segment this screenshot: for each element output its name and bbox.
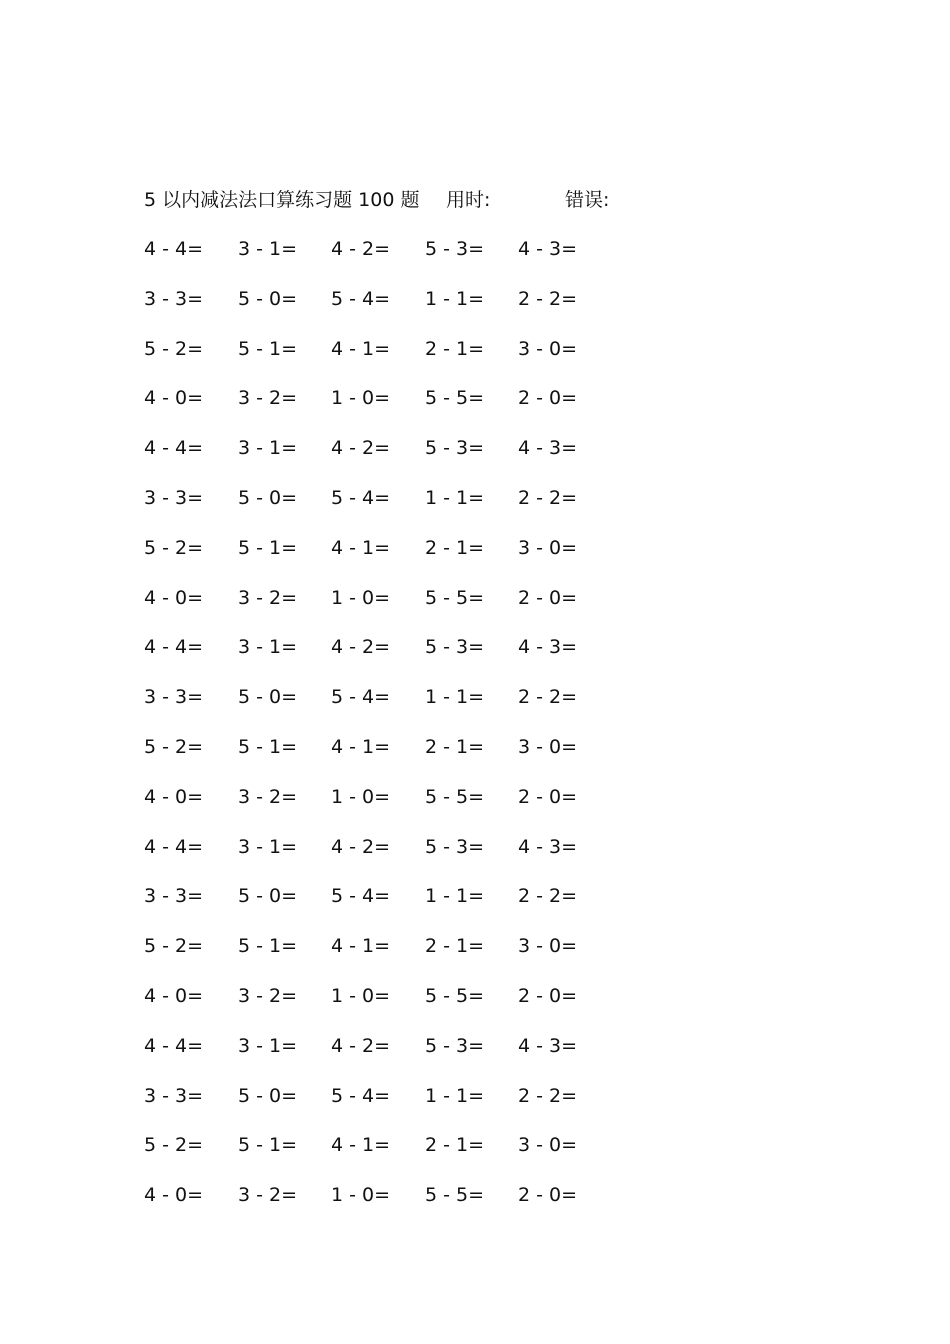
problem-item: 5 - 0= [238,885,298,908]
problem-item: 5 - 5= [425,984,485,1007]
problem-item: 2 - 2= [518,885,578,908]
problem-item: 1 - 0= [331,387,391,410]
problem-item: 5 - 0= [238,486,298,509]
problem-item: 3 - 1= [238,1034,298,1057]
problem-item: 4 - 0= [144,984,204,1007]
problem-item: 3 - 3= [144,686,204,709]
problem-item: 3 - 0= [518,735,578,758]
problem-item: 1 - 1= [425,287,485,310]
problem-row [144,883,664,933]
problem-item: 2 - 2= [518,287,578,310]
problem-row [144,933,664,983]
problem-item: 1 - 0= [331,785,391,808]
problem-item: 1 - 0= [331,586,391,609]
problem-item: 1 - 1= [425,1084,485,1107]
problem-item: 5 - 2= [144,337,204,360]
problem-item: 5 - 1= [238,1134,298,1157]
problem-item: 5 - 2= [144,1134,204,1157]
problem-item: 3 - 0= [518,1134,578,1157]
problem-item: 3 - 3= [144,1084,204,1107]
problem-row [144,336,664,386]
problem-item: 5 - 4= [331,1084,391,1107]
problem-item: 4 - 2= [331,1034,391,1057]
problem-item: 3 - 1= [238,238,298,260]
problem-grid [144,236,664,1232]
problem-item: 4 - 0= [144,387,204,410]
problem-item: 4 - 4= [144,835,204,858]
problem-item: 4 - 2= [331,636,391,659]
problem-row [144,286,664,336]
problem-item: 1 - 1= [425,885,485,908]
problem-item: 5 - 4= [331,885,391,908]
problem-row [144,385,664,435]
problem-item: 3 - 2= [238,1184,298,1207]
problem-item: 2 - 0= [518,785,578,808]
problem-item: 5 - 2= [144,935,204,958]
problem-item: 1 - 0= [331,1184,391,1207]
problem-item: 3 - 1= [238,835,298,858]
problem-item: 4 - 0= [144,586,204,609]
problem-item: 4 - 3= [518,636,578,659]
problem-item: 3 - 2= [238,785,298,808]
problem-item: 2 - 1= [425,1134,485,1157]
problem-item: 4 - 4= [144,636,204,659]
problem-item: 4 - 1= [331,1134,391,1157]
problem-item: 4 - 2= [331,238,391,260]
problem-item: 1 - 1= [425,686,485,709]
problem-row [144,734,664,784]
problem-item: 2 - 1= [425,735,485,758]
problem-item: 5 - 5= [425,387,485,410]
problem-item: 3 - 1= [238,437,298,460]
problem-item: 5 - 3= [425,835,485,858]
problem-item: 3 - 2= [238,586,298,609]
problem-item: 1 - 0= [331,984,391,1007]
problem-item: 2 - 0= [518,984,578,1007]
problem-row [144,1083,664,1133]
problem-item: 4 - 4= [144,437,204,460]
problem-item: 5 - 4= [331,287,391,310]
problem-item: 5 - 1= [238,935,298,958]
problem-item: 2 - 1= [425,935,485,958]
problem-item: 5 - 2= [144,735,204,758]
problem-row [144,435,664,485]
problem-item: 5 - 5= [425,785,485,808]
problem-item: 5 - 4= [331,686,391,709]
problem-item: 4 - 4= [144,1034,204,1057]
problem-item: 3 - 3= [144,287,204,310]
problem-item: 4 - 0= [144,785,204,808]
problem-item: 5 - 3= [425,437,485,460]
problem-row [144,634,664,684]
worksheet-header [144,186,844,214]
problem-item: 5 - 3= [425,238,485,260]
problem-item: 2 - 0= [518,387,578,410]
problem-item: 3 - 0= [518,337,578,360]
problem-item: 5 - 1= [238,536,298,559]
problem-item: 4 - 2= [331,437,391,460]
problem-item: 4 - 2= [331,835,391,858]
problem-item: 4 - 3= [518,238,578,260]
problem-item: 4 - 3= [518,437,578,460]
problem-item: 4 - 4= [144,238,204,260]
problem-item: 2 - 2= [518,486,578,509]
problem-item: 5 - 4= [331,486,391,509]
problem-item: 4 - 3= [518,1034,578,1057]
problem-item: 2 - 0= [518,586,578,609]
problem-item: 3 - 3= [144,486,204,509]
problem-item: 5 - 5= [425,1184,485,1207]
problem-item: 1 - 1= [425,486,485,509]
problem-item: 4 - 1= [331,935,391,958]
problem-item: 5 - 0= [238,686,298,709]
problem-item: 4 - 3= [518,835,578,858]
problem-item: 5 - 2= [144,536,204,559]
problem-item: 5 - 1= [238,337,298,360]
problem-row [144,1033,664,1083]
time-label: 用时: [446,189,491,211]
problem-item: 3 - 3= [144,885,204,908]
problem-item: 2 - 0= [518,1184,578,1207]
problem-item: 3 - 0= [518,536,578,559]
problem-item: 4 - 1= [331,536,391,559]
problem-item: 3 - 1= [238,636,298,659]
problem-item: 3 - 2= [238,387,298,410]
errors-label: 错误: [565,189,610,211]
problem-row [144,1132,664,1182]
problem-row [144,983,664,1033]
problem-item: 5 - 0= [238,1084,298,1107]
problem-item: 5 - 3= [425,1034,485,1057]
problem-item: 5 - 0= [238,287,298,310]
problem-row [144,834,664,884]
problem-row [144,236,664,286]
problem-item: 2 - 1= [425,536,485,559]
problem-item: 3 - 0= [518,935,578,958]
problem-item: 2 - 1= [425,337,485,360]
problem-item: 5 - 1= [238,735,298,758]
problem-row [144,485,664,535]
problem-item: 5 - 3= [425,636,485,659]
problem-item: 3 - 2= [238,984,298,1007]
problem-row [144,1182,664,1232]
problem-item: 2 - 2= [518,686,578,709]
problem-row [144,585,664,635]
problem-item: 5 - 5= [425,586,485,609]
problem-row [144,784,664,834]
problem-row [144,535,664,585]
problem-item: 2 - 2= [518,1084,578,1107]
worksheet-title: 5 以内减法法口算练习题 100 题 [144,189,420,211]
problem-item: 4 - 1= [331,337,391,360]
problem-row [144,684,664,734]
problem-item: 4 - 0= [144,1184,204,1207]
problem-item: 4 - 1= [331,735,391,758]
